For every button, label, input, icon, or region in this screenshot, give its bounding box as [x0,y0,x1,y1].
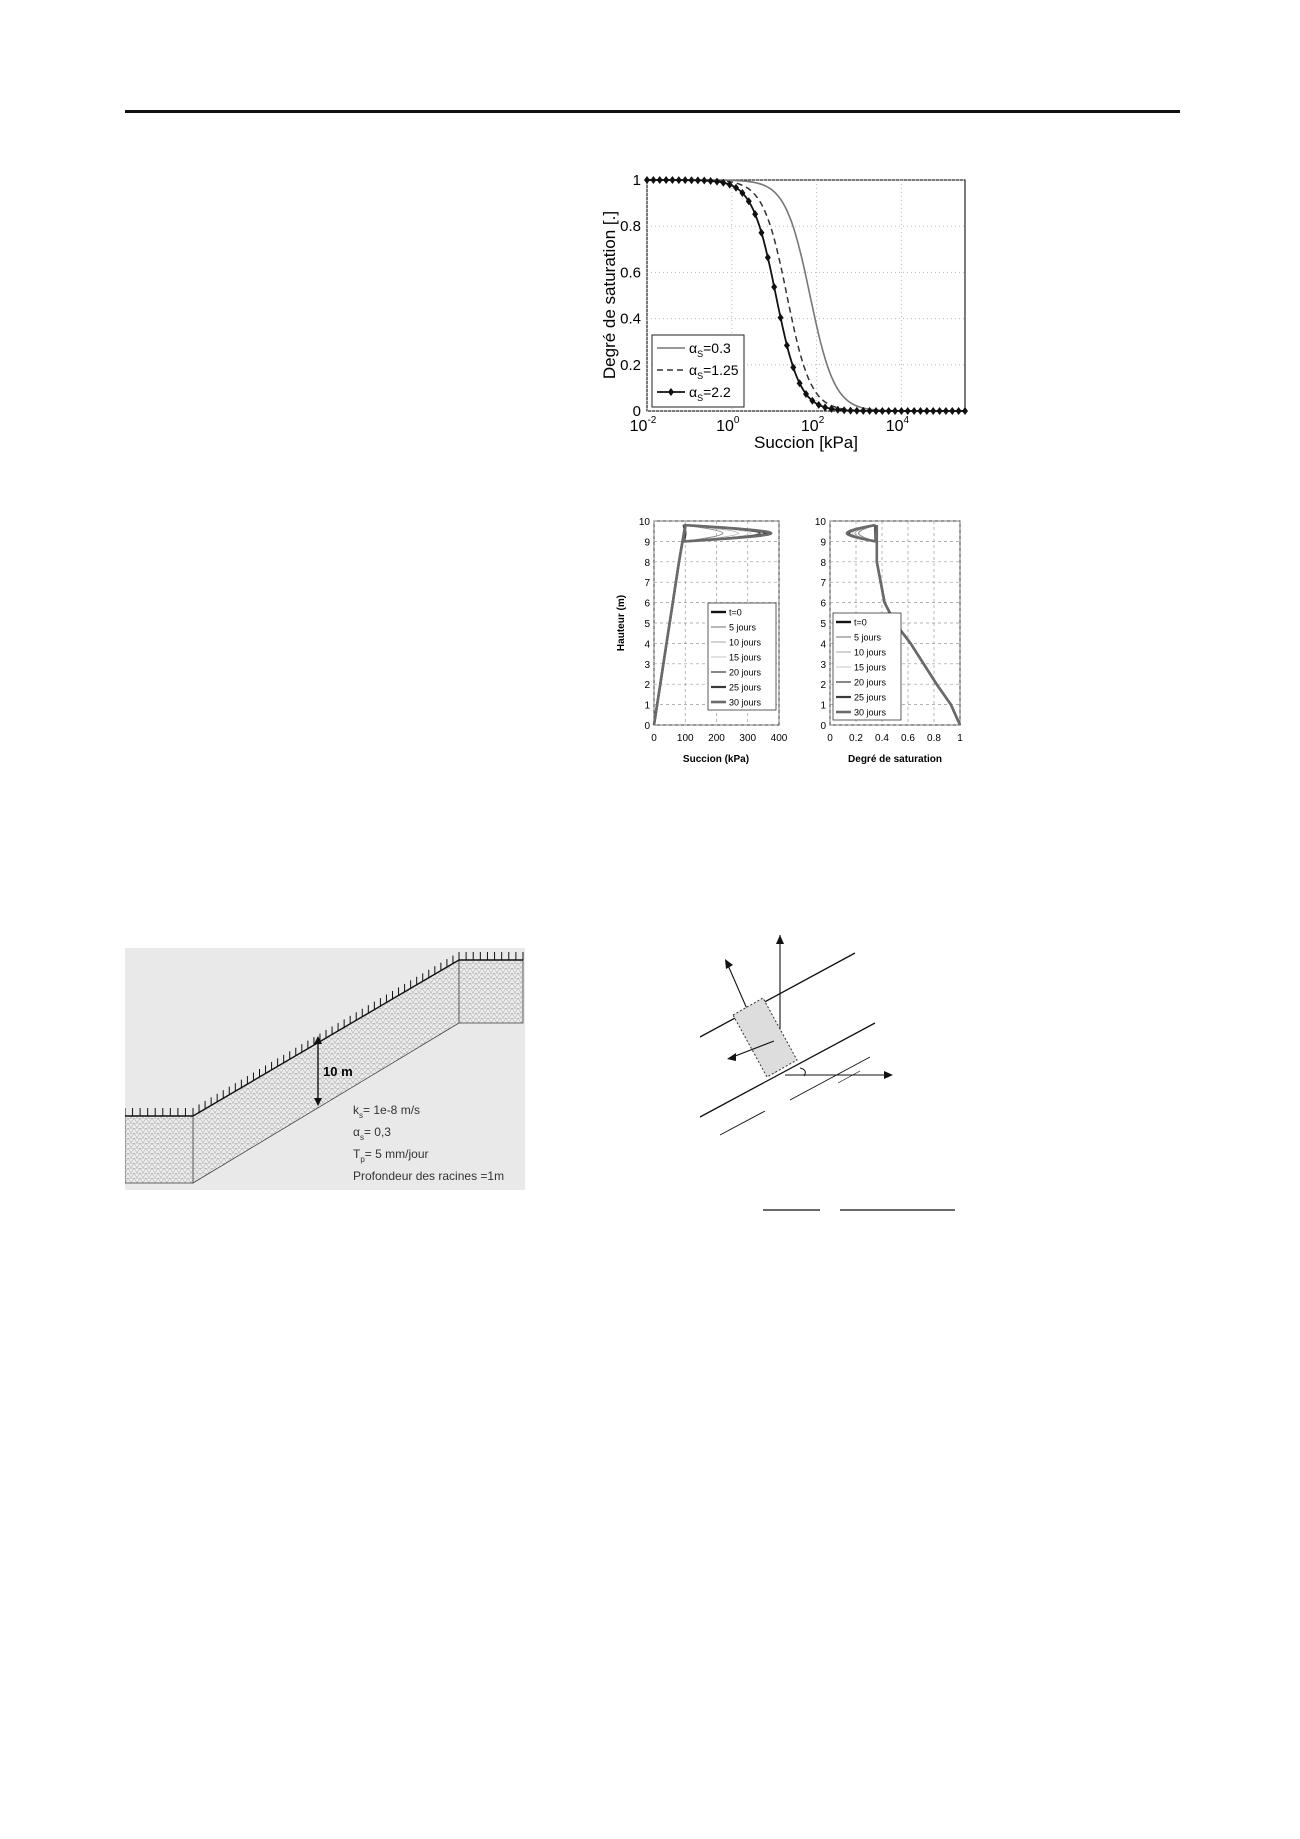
legend-label: $\alpha_S=2.2$ [689,384,731,403]
slope-element-diagram [690,935,960,1225]
legend-label: $\alpha_S=1.25$ [689,362,739,381]
x-axis-label: Degré de saturation [848,754,942,765]
mesh-param: $k_s= 1e-8$ m/s [353,1103,421,1120]
y-tick-label: 8 [820,557,826,569]
y-tick-label: 0 [632,403,641,420]
mesh-param-subscript: s [359,1133,364,1142]
y-tick-label: 1 [820,700,826,712]
y-tick-label: 1 [632,172,641,189]
legend-label: t=0 [729,607,742,618]
legend-label: 15 jours [729,652,762,663]
legend-subscript: S [697,371,704,381]
mesh-param-value: = 5 mm/jour [364,1147,429,1161]
legend-label: 10 jours [854,647,887,658]
y-tick-label: 7 [820,578,826,590]
legend-label: 10 jours [729,637,762,648]
mesh-param-subscript: p [360,1155,365,1164]
x-tick-label: 0.6 [901,733,915,744]
x-tick-label: 0 [651,733,657,744]
x-axis-label: Succion [kPa] [754,433,858,452]
legend-value: =0.3 [703,340,731,356]
x-tick-label: $10^{-2}$ [629,415,657,435]
y-tick-label: 10 [638,517,650,528]
force-arrowhead [727,1053,736,1061]
x-tick-label: 200 [708,733,725,744]
legend-label: 20 jours [729,667,762,678]
mesh-param-subscript: s [359,1111,363,1120]
x-tick-label: $10^0$ [716,415,740,435]
y-tick-label: 10 [814,517,826,528]
y-tick-label: 5 [820,619,826,630]
y-tick-label: 7 [644,578,650,590]
y-tick-label: 9 [644,537,650,549]
legend-label: 20 jours [854,677,887,688]
y-tick-label: 0.6 [620,264,641,282]
slope-mesh-figure [125,948,525,1190]
mesh-toe-block [125,1116,193,1183]
legend-label: $\alpha_S=0.3$ [689,340,731,359]
y-tick-label: 0.8 [620,218,641,236]
y-tick-label: 8 [644,557,650,569]
x-tick-label: 0.4 [875,733,889,744]
x-axis-label: Succion (kPa) [682,754,750,765]
legend-value: =1.25 [703,362,739,378]
x-tick-exponent: 0 [733,415,740,426]
mesh-param: $\alpha_s= 0,3$ [353,1125,391,1142]
y-tick-label: 0 [644,721,650,732]
x-tick-label: 400 [770,733,788,744]
y-tick-label: 3 [644,659,650,671]
y-tick-label: 1 [644,700,650,712]
water-table-line [720,1111,765,1135]
y-tick-label: 5 [644,619,650,630]
y-tick-label: 2 [820,680,826,692]
x-tick-label: 100 [676,733,694,744]
legend-subscript: S [697,393,704,403]
x-tick-label: 0.8 [927,733,941,744]
slip-plane-line [700,1023,875,1117]
y-tick-label: 4 [820,639,826,651]
legend-label: 30 jours [729,697,762,708]
soil-slice [733,998,797,1077]
mesh-param-value: = 0,3 [363,1125,391,1139]
legend-label: 25 jours [729,682,762,693]
legend-label: 15 jours [854,662,887,673]
x-tick-label: 0 [827,733,833,744]
y-tick-label: 6 [820,598,826,610]
dimension-label: 10 m [323,1064,353,1079]
legend-label: 5 jours [854,632,882,643]
y-axis-label: Hauteur (m) [616,594,627,652]
header-rule [125,110,1180,113]
x-tick-label: 1 [957,733,963,744]
legend-label: 25 jours [854,692,887,703]
x-tick-exponent: 2 [818,415,825,426]
mesh-param: Profondeur des racines =1m [353,1169,505,1183]
y-tick-label: 0.4 [620,310,641,328]
y-tick-label: 0.2 [620,356,641,374]
suction-profile-chart [610,508,790,768]
y-tick-label: 4 [644,639,650,651]
x-tick-exponent: 4 [903,415,910,426]
flow-line [790,1057,870,1100]
saturation-profile-chart [800,508,970,768]
x-tick-label: $10^2$ [800,415,825,435]
y-tick-label: 3 [820,659,826,671]
x-tick-label: 300 [739,733,757,744]
legend-label: 5 jours [729,622,757,633]
y-tick-label: 6 [644,598,650,610]
mesh-param: $T_p= 5$ mm/jour [353,1147,429,1164]
saturation-curve-chart [595,160,995,460]
x-tick-exponent: -2 [647,415,657,426]
legend-subscript: S [697,349,704,359]
legend-label: 30 jours [854,707,887,718]
y-tick-label: 9 [820,537,826,549]
y-axis-label: Degré de saturation [.] [600,210,619,380]
y-tick-label: 2 [644,680,650,692]
x-tick-label: 0.2 [849,733,863,744]
mesh-param-value: = 1e-8 m/s [363,1103,421,1117]
legend-label: t=0 [854,617,867,628]
y-tick-label: 0 [820,721,826,732]
legend-value: =2.2 [703,384,731,400]
vertical-axis-arrowhead [776,935,784,944]
horizontal-axis-arrowhead [884,1071,893,1079]
x-tick-label: $10^4$ [885,415,910,435]
mesh-crest-block [459,960,523,1023]
